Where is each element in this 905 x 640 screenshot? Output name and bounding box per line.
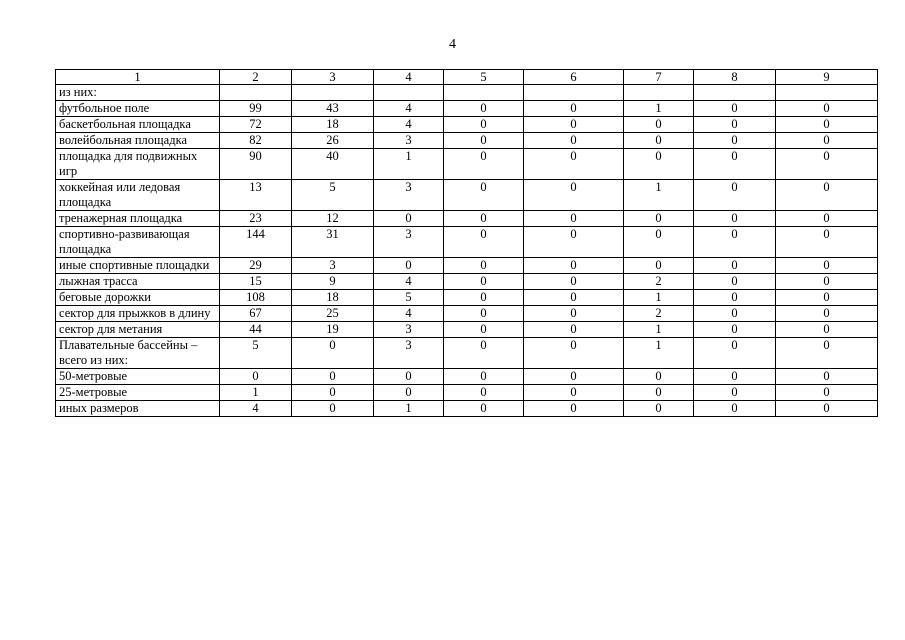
table-cell: 0 xyxy=(694,290,776,306)
table-cell: 1 xyxy=(374,401,444,417)
table-row xyxy=(56,369,878,385)
table-cell: 1 xyxy=(624,322,694,338)
table-cell: 1 xyxy=(220,385,292,401)
table-cell: 19 xyxy=(292,322,374,338)
row-label: хоккейная или ледовая площадка xyxy=(56,180,220,211)
row-label: баскетбольная площадка xyxy=(56,117,220,133)
table-cell: 144 xyxy=(220,227,292,258)
table-cell: 0 xyxy=(624,133,694,149)
table-cell xyxy=(776,85,878,101)
table-cell: 0 xyxy=(624,385,694,401)
table-cell: 0 xyxy=(292,338,374,369)
table-cell: 4 xyxy=(374,117,444,133)
table-cell: 0 xyxy=(444,227,524,258)
table-row xyxy=(56,401,878,417)
table-cell: 0 xyxy=(524,385,624,401)
table-cell: 5 xyxy=(292,180,374,211)
table-row xyxy=(56,211,878,227)
table-cell: 3 xyxy=(374,227,444,258)
table-row xyxy=(56,258,878,274)
row-label: сектор для прыжков в длину xyxy=(56,306,220,322)
table-cell: 29 xyxy=(220,258,292,274)
table-cell: 0 xyxy=(694,211,776,227)
column-header: 4 xyxy=(374,70,444,85)
table-row xyxy=(56,274,878,290)
table-cell: 5 xyxy=(374,290,444,306)
column-header: 6 xyxy=(524,70,624,85)
table-cell: 0 xyxy=(776,322,878,338)
table-cell: 0 xyxy=(524,338,624,369)
table-cell: 23 xyxy=(220,211,292,227)
table-cell: 0 xyxy=(444,101,524,117)
table-cell: 0 xyxy=(776,211,878,227)
table-cell: 0 xyxy=(694,101,776,117)
table-cell: 40 xyxy=(292,149,374,180)
table-row xyxy=(56,227,878,258)
table-cell: 0 xyxy=(444,133,524,149)
table-cell: 0 xyxy=(374,369,444,385)
table-cell: 90 xyxy=(220,149,292,180)
table-row xyxy=(56,306,878,322)
column-header: 3 xyxy=(292,70,374,85)
table-cell: 1 xyxy=(624,338,694,369)
table-cell: 0 xyxy=(776,227,878,258)
table-cell: 4 xyxy=(374,101,444,117)
table-cell xyxy=(694,85,776,101)
table-cell: 0 xyxy=(444,306,524,322)
table-row xyxy=(56,180,878,211)
table-cell: 0 xyxy=(444,149,524,180)
table-cell: 0 xyxy=(776,117,878,133)
table-cell: 3 xyxy=(374,133,444,149)
table-cell: 0 xyxy=(694,117,776,133)
row-label: волейбольная площадка xyxy=(56,133,220,149)
table-cell: 0 xyxy=(694,369,776,385)
table-cell xyxy=(524,85,624,101)
table-cell: 0 xyxy=(444,180,524,211)
table-cell xyxy=(444,85,524,101)
row-label: из них: xyxy=(56,85,220,101)
table-cell: 0 xyxy=(374,211,444,227)
table-cell: 0 xyxy=(694,180,776,211)
table-cell: 18 xyxy=(292,117,374,133)
table-cell: 0 xyxy=(694,133,776,149)
row-label: сектор для метания xyxy=(56,322,220,338)
table-cell: 0 xyxy=(524,149,624,180)
table-cell: 0 xyxy=(444,385,524,401)
table-cell: 0 xyxy=(624,258,694,274)
table-cell: 0 xyxy=(524,211,624,227)
table-cell: 0 xyxy=(776,101,878,117)
table-cell: 0 xyxy=(694,322,776,338)
table-cell: 0 xyxy=(694,227,776,258)
table-cell: 0 xyxy=(444,211,524,227)
table-cell: 1 xyxy=(624,290,694,306)
table-cell: 0 xyxy=(444,322,524,338)
table-cell: 0 xyxy=(776,290,878,306)
table-row xyxy=(56,290,878,306)
table-row xyxy=(56,322,878,338)
table-cell: 0 xyxy=(220,369,292,385)
table-cell: 0 xyxy=(524,133,624,149)
table-cell: 31 xyxy=(292,227,374,258)
row-label: площадка для подвижных игр xyxy=(56,149,220,180)
table-cell xyxy=(220,85,292,101)
table-cell: 0 xyxy=(524,101,624,117)
row-label: спортивно-развивающая площадка xyxy=(56,227,220,258)
table-cell: 0 xyxy=(694,401,776,417)
table-cell: 0 xyxy=(776,401,878,417)
table-cell: 0 xyxy=(624,211,694,227)
table-row xyxy=(56,133,878,149)
table-cell: 13 xyxy=(220,180,292,211)
column-header: 8 xyxy=(694,70,776,85)
table-cell: 0 xyxy=(776,306,878,322)
table-cell: 67 xyxy=(220,306,292,322)
table-header-row xyxy=(56,70,878,85)
table-cell: 0 xyxy=(524,117,624,133)
table-cell: 1 xyxy=(624,101,694,117)
table-cell xyxy=(624,85,694,101)
table-cell: 3 xyxy=(374,322,444,338)
table-cell: 18 xyxy=(292,290,374,306)
table-cell: 108 xyxy=(220,290,292,306)
table-cell: 4 xyxy=(220,401,292,417)
table-cell: 3 xyxy=(292,258,374,274)
table-cell: 0 xyxy=(624,149,694,180)
table-cell: 0 xyxy=(444,258,524,274)
table-cell: 25 xyxy=(292,306,374,322)
table-cell: 0 xyxy=(374,258,444,274)
column-header: 9 xyxy=(776,70,878,85)
table-cell: 0 xyxy=(624,401,694,417)
column-header: 5 xyxy=(444,70,524,85)
table-cell: 15 xyxy=(220,274,292,290)
table-cell: 1 xyxy=(374,149,444,180)
row-label: иных размеров xyxy=(56,401,220,417)
table-cell: 72 xyxy=(220,117,292,133)
table-cell: 0 xyxy=(776,180,878,211)
table-cell: 0 xyxy=(444,369,524,385)
table-cell: 0 xyxy=(524,274,624,290)
table-cell: 0 xyxy=(694,338,776,369)
table-cell: 0 xyxy=(694,258,776,274)
table-cell: 0 xyxy=(694,274,776,290)
table-cell: 4 xyxy=(374,274,444,290)
table-cell: 0 xyxy=(524,322,624,338)
table-cell: 3 xyxy=(374,180,444,211)
table-cell: 0 xyxy=(444,338,524,369)
table-cell: 0 xyxy=(776,338,878,369)
sports-facilities-table xyxy=(55,69,878,417)
table-cell: 1 xyxy=(624,180,694,211)
row-label: футбольное поле xyxy=(56,101,220,117)
table-cell: 9 xyxy=(292,274,374,290)
table-cell: 0 xyxy=(776,385,878,401)
table-row xyxy=(56,385,878,401)
table-cell: 0 xyxy=(776,274,878,290)
table-cell: 44 xyxy=(220,322,292,338)
table-row xyxy=(56,117,878,133)
table-cell: 0 xyxy=(776,258,878,274)
row-label: лыжная трасса xyxy=(56,274,220,290)
table-cell: 0 xyxy=(374,385,444,401)
table-cell: 43 xyxy=(292,101,374,117)
table-cell: 0 xyxy=(524,306,624,322)
table-cell: 82 xyxy=(220,133,292,149)
table-cell: 2 xyxy=(624,306,694,322)
table-cell: 0 xyxy=(292,401,374,417)
table-cell xyxy=(374,85,444,101)
table-cell: 2 xyxy=(624,274,694,290)
table-cell: 0 xyxy=(624,117,694,133)
table-cell: 0 xyxy=(776,149,878,180)
column-header: 2 xyxy=(220,70,292,85)
table-row xyxy=(56,149,878,180)
row-label: Плавательные бассейны – всего из них: xyxy=(56,338,220,369)
table-cell: 12 xyxy=(292,211,374,227)
table-cell: 0 xyxy=(524,290,624,306)
table-cell: 0 xyxy=(694,306,776,322)
table-cell: 0 xyxy=(694,149,776,180)
row-label: 50-метровые xyxy=(56,369,220,385)
table-row xyxy=(56,101,878,117)
table-cell: 0 xyxy=(524,227,624,258)
table-cell: 99 xyxy=(220,101,292,117)
table-cell: 0 xyxy=(524,401,624,417)
table-cell: 3 xyxy=(374,338,444,369)
table-cell: 0 xyxy=(292,369,374,385)
table-cell: 0 xyxy=(776,133,878,149)
row-label: тренажерная площадка xyxy=(56,211,220,227)
table-cell: 0 xyxy=(624,227,694,258)
row-label: беговые дорожки xyxy=(56,290,220,306)
row-label: 25-метровые xyxy=(56,385,220,401)
table-row xyxy=(56,338,878,369)
table-cell: 0 xyxy=(524,369,624,385)
page-number: 4 xyxy=(449,37,456,52)
table-body xyxy=(56,85,878,417)
table-cell: 4 xyxy=(374,306,444,322)
table-cell: 0 xyxy=(694,385,776,401)
table-row xyxy=(56,85,878,101)
table-cell: 26 xyxy=(292,133,374,149)
table-cell xyxy=(292,85,374,101)
table-cell: 0 xyxy=(776,369,878,385)
table-cell: 0 xyxy=(624,369,694,385)
column-header: 1 xyxy=(56,70,220,85)
table-cell: 0 xyxy=(524,180,624,211)
table-cell: 0 xyxy=(444,117,524,133)
table-cell: 0 xyxy=(444,401,524,417)
table-cell: 5 xyxy=(220,338,292,369)
table-cell: 0 xyxy=(444,274,524,290)
column-header: 7 xyxy=(624,70,694,85)
table-cell: 0 xyxy=(524,258,624,274)
table-cell: 0 xyxy=(292,385,374,401)
table-cell: 0 xyxy=(444,290,524,306)
row-label: иные спортивные площадки xyxy=(56,258,220,274)
